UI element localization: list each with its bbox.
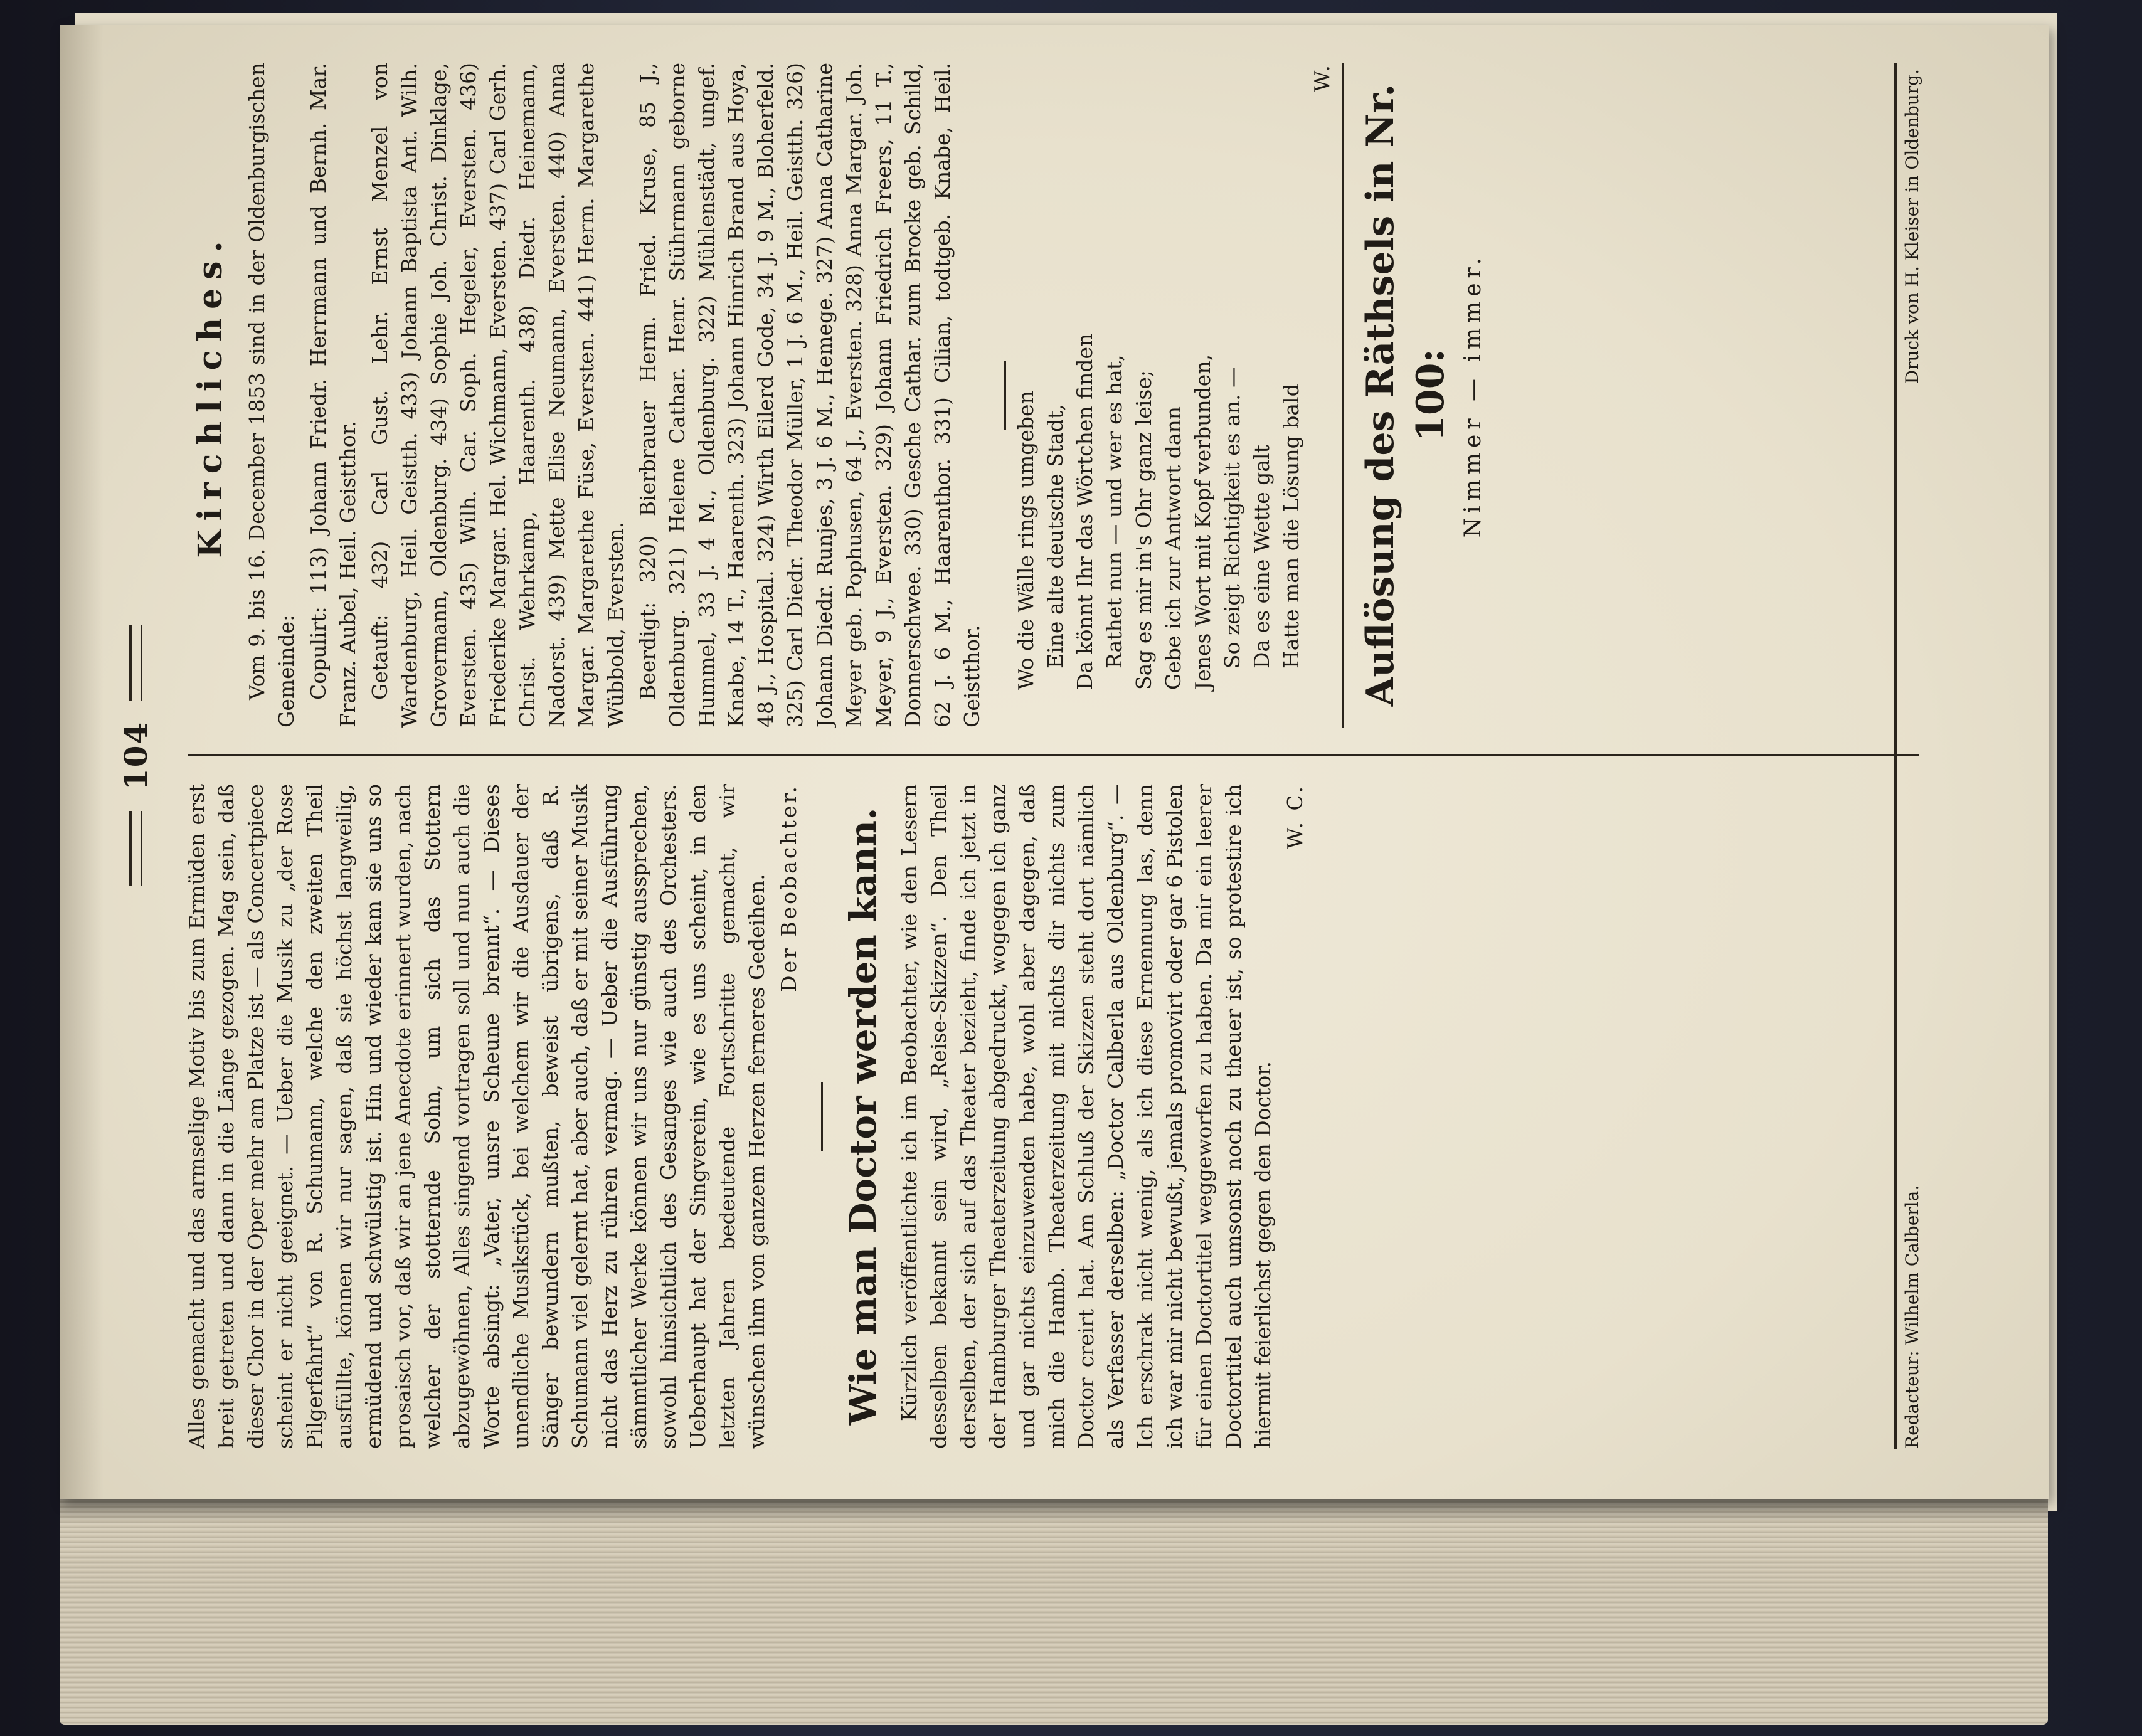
right-column — [182, 63, 1932, 728]
left-column — [182, 784, 1932, 1449]
intro-paragraph: Alles gemacht und das armselige Motiv bis zum Ermüden erst breit getreten und dann in die Länge gezogen. Mag sein, daß dieser Chor in der Oper mehr am Platze ist — als Concertpiece scheint er nicht geeignet. — Ueber die Musik zu „der Rose Pilgerfahrt“ von R. Schumann, welche den zweiten Theil ausfüllte, können wir nur sagen, daß sie höchst langweilig, ermüdend und schwülstig ist. Hin und wieder kam sie uns so prosaisch vor, daß wir an jene Anecdote erinnert wurden, nach welcher der stotternde Sohn, um sich das Stottern abzugewöhnen, Alles singend vortragen soll und nun auch die Worte absingt: „Vater, unsre Scheune brennt“. — Dieses unendliche Musikstück, bei welchem wir die Ausdauer der Sänger bewundern mußten, beweist übrigens, daß R. Schumann viel gelernt hat, aber auch, daß er mit seiner Musik nicht das Herz zu rühren vermag. — Ueber die Ausführung sämmtlicher Werke können wir uns nur günstig aussprechen, sowohl hinsichtlich des Gesanges wie auch des Orchesters. Ueberhaupt hat der Singverein, wie es uns scheint, in den letzten Jahren bedeutende Fortschritte gemacht, wir wünschen ihm von ganzem Herzen ferneres Gedeihen. — [184, 784, 769, 1449]
ornament-left-icon — [129, 811, 142, 886]
divider — [821, 1082, 823, 1151]
page-footer — [1894, 63, 1934, 1449]
column-divider — [188, 754, 1919, 756]
article-signature: W. C. — [1283, 784, 1307, 849]
poem-line: Rathet nun — und wer es hat, — [1102, 354, 1127, 669]
riddle-poem — [1011, 63, 1306, 690]
ornament-right-icon — [129, 625, 142, 701]
page-number: 104 — [117, 721, 154, 791]
beerdigt-entries: Beerdigt: 320) Bierbrauer Herm. Fried. Kruse, 85 J., Oldenburg. 321) Helene Cathar. Henr. Stührmann geborne Hummel, 33 J. 4 M., Oldenburg. 322) Mühlenstädt, ungef. Knabe, 14 T., Haarenth. 323) Johann Hinrich Brand aus Hoya, 48 J., Hospital. 324) Wirth Eilerd Gode, 34 J. 9 M., Bloherfeld. 325) Carl Diedr. Theodor Müller, 1 J. 6 M., Heil. Geistth. 326) Johann Diedr. Runjes, 3 J. 6 M., Hemege. 327) Anna Catharine Meyer geb. Pophusen, 64 J., Eversten. 328) Anna Margar. Joh. Meyer, 9 J., Eversten. 329) Johann Friedrich Freers, 11 T., Donnerschwee. 330) Gesche Cathar. zum Brocke geb. Schild, 62 J. 6 M., Haarenthor. 331) Cilian, todtgeb. Knabe, Heil. Geistthor. — [635, 63, 984, 728]
copulirt-entries: Copulirt: 113) Johann Friedr. Herrmann und Bernh. Mar. Franz. Aubel, Heil. Geistthor. — [306, 63, 360, 728]
poem-line: Hatte man die Lösung bald — [1279, 383, 1303, 669]
poem-line: Da es eine Wette galt — [1249, 445, 1274, 669]
poem-line: Eine alte deutsche Stadt, — [1043, 404, 1068, 669]
getauft-entries: Getauft: 432) Carl Gust. Lehr. Ernst Menzel von Wardenburg, Heil. Geistth. 433) Johann Baptista Ant. Wilh. Grovermann, Oldenburg. 434) Sophie Joh. Christ. Dinklage, Eversten. 435) Wilh. Car. Soph. Hegeler, Eversten. 436) Friederike Margar. Hel. Wichmann, Eversten. 437) Carl Gerh. Christ. Wehrkamp, Haarenth. 438) Diedr. Heinemann, Nadorst. 439) Mette Elise Neumann, Eversten. 440) Anna Margar. Margarethe Füse, Eversten. 441) Herm. Margarethe Wübbold, Eversten. — [368, 63, 628, 728]
divider — [1342, 63, 1344, 728]
article-paragraph: Kürzlich veröffentlichte ich im Beobachter, wie den Lesern desselben bekannt sein wird, „Reise-Skizzen“. Den Theil derselben, der sich auf das Theater bezieht, finde ich jetzt in der Hamburger Theaterzeitung abgedruckt, wogegen ich ganz und gar nichts einzuwenden habe, wohl aber dagegen, daß mich die Hamb. Theaterzeitung mit nichts dir nichts zum Doctor creirt hat. Am Schluß der Skizzen steht dort nämlich als Verfasser derselben: „Doctor Calberla aus Oldenburg“. — Ich erschrak nicht wenig, als ich diese Ernennung las, denn ich war mir nicht bewußt, jemals promovirt oder gar 6 Pistolen für einen Doctortitel weggeworfen zu haben. Da mir ein leerer Doctortitel auch umsonst noch zu theuer ist, so protestire ich hiermit feierlichst gegen den Doctor. — [897, 784, 1275, 1449]
intro-signature: Der Beobachter. — [777, 784, 801, 992]
rotated-page-content — [119, 63, 1938, 1449]
page-gutter-shadow — [60, 25, 103, 1499]
poem-signature: W. — [1310, 63, 1334, 92]
article-title: Wie man Doctor werden kann. — [842, 807, 884, 1426]
divider — [1004, 361, 1006, 430]
poem-line: Gebe ich zur Antwort dann — [1161, 406, 1185, 690]
poem-line: Jenes Wort mit Kopf verbunden, — [1190, 354, 1215, 690]
poem-line: Sag es mir in's Ohr ganz leise; — [1132, 370, 1156, 690]
solution-text: Nimmer — immer. — [1460, 252, 1486, 538]
poem-line: Wo die Wälle rings umgeben — [1014, 391, 1038, 690]
poem-line: So zeigt Richtigkeit es an. — — [1220, 366, 1244, 669]
printer-line: Druck von H. Kleiser in Oldenburg. — [1902, 69, 1922, 384]
solution-title: Auflösung des Räthsels in Nr. 100: — [1359, 83, 1453, 707]
section-title: Kirchliches. — [191, 232, 230, 558]
date-line: Vom 9. bis 16. December 1853 sind in der Oldenburgischen Gemeinde: — [245, 63, 299, 728]
poem-line: Da könnt Ihr das Wörtchen finden — [1073, 333, 1097, 690]
editor-line: Redacteur: Wilhelm Calberla. — [1902, 1185, 1922, 1449]
page-header — [119, 63, 176, 1449]
page-edges — [60, 1499, 2048, 1725]
